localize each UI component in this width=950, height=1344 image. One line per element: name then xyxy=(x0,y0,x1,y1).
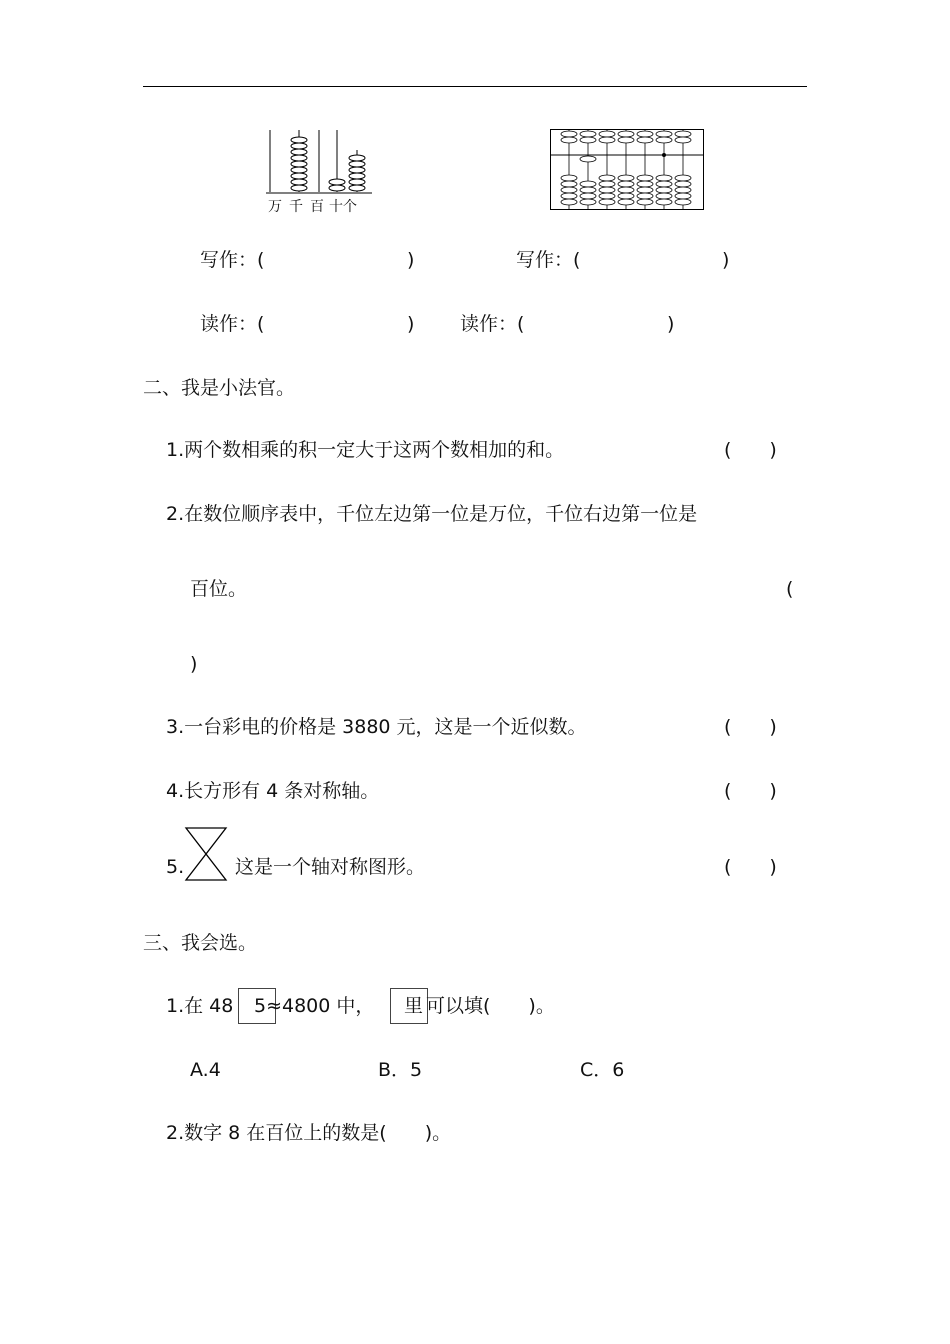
s2-question-1: 1.两个数相乘的积一定大于这两个数相加的和。 xyxy=(166,439,565,461)
s3-option-a[interactable]: A.4 xyxy=(190,1059,221,1081)
place-label: 十 xyxy=(329,199,343,215)
s3-question-1-box-char: 里 xyxy=(404,995,424,1017)
place-label: 万 xyxy=(268,199,282,215)
s2-question-2-line1: 2.在数位顺序表中，千位左边第一位是万位，千位右边第一位是 xyxy=(166,503,698,525)
write-label-right: 写作：( xyxy=(516,249,581,271)
write-close-left: ) xyxy=(407,249,415,271)
s3-question-1-prefix: 1.在 48 xyxy=(166,995,234,1017)
rod-abacus-labels xyxy=(268,196,361,216)
read-label-right: 读作：( xyxy=(460,313,525,335)
write-label-left: 写作：( xyxy=(200,249,265,271)
header-rule xyxy=(143,86,807,87)
s3-option-b[interactable]: B．5 xyxy=(378,1059,423,1081)
section3-title: 三、我会选。 xyxy=(143,932,258,954)
s2-question-2-line2: 百位。 xyxy=(190,578,248,600)
read-label-left: 读作：( xyxy=(200,313,265,335)
write-close-right: ) xyxy=(722,249,730,271)
s2-answer-paren-4: ( ) xyxy=(724,780,777,802)
framed-abacus-figure xyxy=(550,129,704,210)
place-label: 个 xyxy=(343,199,357,215)
hourglass-shape-figure xyxy=(184,826,228,882)
place-label: 千 xyxy=(289,199,303,215)
s2-answer-paren-3: ( ) xyxy=(724,716,777,738)
s2-answer-paren-1: ( ) xyxy=(724,439,777,461)
read-close-right: ) xyxy=(667,313,675,335)
read-close-left: ) xyxy=(407,313,415,335)
s3-question-1-suffix: 可以填( )。 xyxy=(426,995,555,1017)
s2-question-5-number: 5. xyxy=(166,856,185,878)
s3-option-c[interactable]: C．6 xyxy=(580,1059,625,1081)
s2-question-5-text: 这是一个轴对称图形。 xyxy=(235,856,426,878)
section2-title: 二、我是小法官。 xyxy=(143,377,296,399)
s3-question-1-middle: 5≈4800 中， xyxy=(254,995,375,1017)
s2-question-3: 3.一台彩电的价格是 3880 元，这是一个近似数。 xyxy=(166,716,587,738)
s2-answer-paren-5: ( ) xyxy=(724,856,777,878)
s2-answer-paren-2-open: ( xyxy=(786,578,794,600)
s3-question-2: 2.数字 8 在百位上的数是( )。 xyxy=(166,1122,452,1144)
s2-answer-paren-2-close: ) xyxy=(190,653,198,675)
place-label: 百 xyxy=(310,199,324,215)
s2-question-4: 4.长方形有 4 条对称轴。 xyxy=(166,780,380,802)
